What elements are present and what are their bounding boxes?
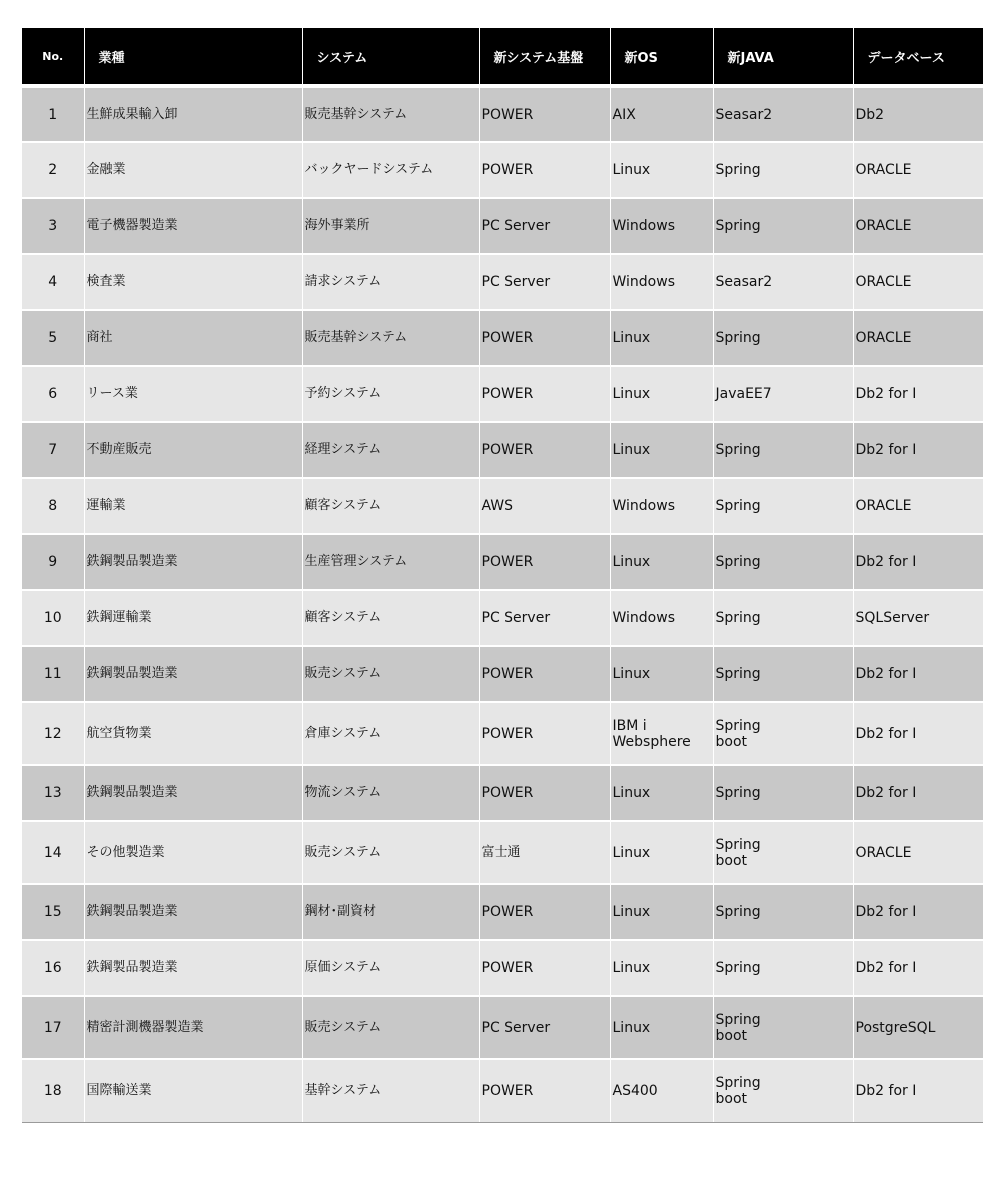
table-bottom-rule <box>22 1122 983 1123</box>
cell-database: Db2 for I <box>853 702 983 765</box>
cell-system: 販売システム <box>302 821 479 884</box>
cell-new-java: Spring <box>713 310 853 366</box>
cell-system: 顧客システム <box>302 478 479 534</box>
cell-new-platform: PC Server <box>479 996 610 1059</box>
cell-new-java: Seasar2 <box>713 254 853 310</box>
cell-new-platform: POWER <box>479 142 610 198</box>
cell-no: 16 <box>22 940 84 996</box>
cell-industry: 金融業 <box>84 142 302 198</box>
cell-no: 13 <box>22 765 84 821</box>
table-header <box>22 28 983 86</box>
cell-new-java: Spring <box>713 478 853 534</box>
cell-new-platform: POWER <box>479 702 610 765</box>
cell-new-java: Spring <box>713 940 853 996</box>
cell-system: バックヤードシステム <box>302 142 479 198</box>
cell-system: 海外事業所 <box>302 198 479 254</box>
cell-industry: 鉄鋼製品製造業 <box>84 646 302 702</box>
table-row <box>22 534 983 590</box>
cell-database: ORACLE <box>853 254 983 310</box>
cell-industry: 検査業 <box>84 254 302 310</box>
table-row <box>22 940 983 996</box>
cell-system: 生産管理システム <box>302 534 479 590</box>
cell-new-platform: POWER <box>479 534 610 590</box>
cell-new-platform: PC Server <box>479 590 610 646</box>
cell-system: 経理システム <box>302 422 479 478</box>
cell-new-java: Spring boot <box>713 996 853 1059</box>
cell-industry: 運輸業 <box>84 478 302 534</box>
cell-no: 11 <box>22 646 84 702</box>
cell-database: ORACLE <box>853 821 983 884</box>
cell-industry: 鉄鋼製品製造業 <box>84 765 302 821</box>
cell-system: 請求システム <box>302 254 479 310</box>
cell-new-os: Linux <box>610 422 713 478</box>
cell-new-os: Windows <box>610 198 713 254</box>
cell-no: 8 <box>22 478 84 534</box>
cell-database: Db2 for I <box>853 422 983 478</box>
cell-database: Db2 <box>853 86 983 142</box>
table-row <box>22 996 983 1059</box>
cell-new-platform: POWER <box>479 646 610 702</box>
cell-database: ORACLE <box>853 478 983 534</box>
cell-new-java: Spring <box>713 534 853 590</box>
table-row <box>22 86 983 142</box>
table-row <box>22 478 983 534</box>
table-row <box>22 254 983 310</box>
cell-new-os: Linux <box>610 765 713 821</box>
cell-new-java: Spring <box>713 884 853 940</box>
cell-new-os: Linux <box>610 884 713 940</box>
cell-no: 7 <box>22 422 84 478</box>
cell-no: 2 <box>22 142 84 198</box>
cell-new-platform: PC Server <box>479 198 610 254</box>
cell-system: 原価システム <box>302 940 479 996</box>
cell-new-platform: POWER <box>479 366 610 422</box>
cell-new-java: Spring <box>713 646 853 702</box>
cell-system: 販売基幹システム <box>302 310 479 366</box>
cell-new-java: Spring boot <box>713 702 853 765</box>
cell-industry: その他製造業 <box>84 821 302 884</box>
cell-database: SQLServer <box>853 590 983 646</box>
cell-industry: 不動産販売 <box>84 422 302 478</box>
table-row <box>22 142 983 198</box>
cell-new-os: AIX <box>610 86 713 142</box>
cell-new-java: Spring <box>713 590 853 646</box>
cell-new-os: IBM i Websphere <box>610 702 713 765</box>
cell-new-java: Spring <box>713 765 853 821</box>
cell-industry: 鉄鋼製品製造業 <box>84 884 302 940</box>
table-row <box>22 1059 983 1122</box>
cell-new-platform: AWS <box>479 478 610 534</box>
cell-system: 倉庫システム <box>302 702 479 765</box>
cell-database: Db2 for I <box>853 765 983 821</box>
cases-table-container <box>22 28 983 1122</box>
cell-new-os: Linux <box>610 940 713 996</box>
cell-industry: リース業 <box>84 366 302 422</box>
cell-new-platform: POWER <box>479 86 610 142</box>
cell-database: Db2 for I <box>853 366 983 422</box>
table-body <box>22 86 983 1122</box>
cell-database: Db2 for I <box>853 1059 983 1122</box>
cell-new-os: Linux <box>610 310 713 366</box>
cell-no: 18 <box>22 1059 84 1122</box>
cell-no: 1 <box>22 86 84 142</box>
table-row <box>22 821 983 884</box>
cell-no: 14 <box>22 821 84 884</box>
cell-database: Db2 for I <box>853 534 983 590</box>
cell-new-java: Spring <box>713 198 853 254</box>
cell-new-java: Spring <box>713 422 853 478</box>
cell-no: 4 <box>22 254 84 310</box>
cell-new-platform: POWER <box>479 1059 610 1122</box>
cell-database: ORACLE <box>853 198 983 254</box>
migration-cases-table <box>22 28 983 1122</box>
header-system: システム <box>302 28 479 86</box>
cell-no: 5 <box>22 310 84 366</box>
cell-database: Db2 for I <box>853 646 983 702</box>
cell-no: 15 <box>22 884 84 940</box>
cell-new-os: Linux <box>610 996 713 1059</box>
cell-new-java: JavaEE7 <box>713 366 853 422</box>
cell-system: 鋼材･副資材 <box>302 884 479 940</box>
cell-new-platform: POWER <box>479 422 610 478</box>
cell-new-os: Linux <box>610 142 713 198</box>
cell-industry: 鉄鋼製品製造業 <box>84 940 302 996</box>
header-row <box>22 28 983 86</box>
cell-system: 販売システム <box>302 646 479 702</box>
cell-database: Db2 for I <box>853 884 983 940</box>
cell-database: ORACLE <box>853 310 983 366</box>
cell-no: 12 <box>22 702 84 765</box>
cell-database: Db2 for I <box>853 940 983 996</box>
cell-system: 基幹システム <box>302 1059 479 1122</box>
cell-industry: 国際輸送業 <box>84 1059 302 1122</box>
table-row <box>22 422 983 478</box>
cell-new-os: Windows <box>610 478 713 534</box>
cell-no: 6 <box>22 366 84 422</box>
header-industry: 業種 <box>84 28 302 86</box>
cell-system: 顧客システム <box>302 590 479 646</box>
cell-industry: 鉄鋼運輸業 <box>84 590 302 646</box>
cell-no: 3 <box>22 198 84 254</box>
header-database: データベース <box>853 28 983 86</box>
cell-new-platform: 富士通 <box>479 821 610 884</box>
cell-new-platform: POWER <box>479 884 610 940</box>
cell-no: 10 <box>22 590 84 646</box>
cell-database: PostgreSQL <box>853 996 983 1059</box>
table-row <box>22 366 983 422</box>
cell-new-java: Spring boot <box>713 821 853 884</box>
cell-system: 販売基幹システム <box>302 86 479 142</box>
cell-new-os: Linux <box>610 821 713 884</box>
cell-industry: 商社 <box>84 310 302 366</box>
table-row <box>22 198 983 254</box>
header-new-java: 新JAVA <box>713 28 853 86</box>
table-row <box>22 310 983 366</box>
cell-new-os: Linux <box>610 366 713 422</box>
cell-new-os: Linux <box>610 534 713 590</box>
cell-industry: 生鮮成果輸入卸 <box>84 86 302 142</box>
header-new-os: 新OS <box>610 28 713 86</box>
cell-new-java: Spring boot <box>713 1059 853 1122</box>
cell-new-platform: POWER <box>479 310 610 366</box>
cell-new-os: AS400 <box>610 1059 713 1122</box>
cell-database: ORACLE <box>853 142 983 198</box>
table-row <box>22 590 983 646</box>
cell-new-os: Windows <box>610 590 713 646</box>
cell-industry: 電子機器製造業 <box>84 198 302 254</box>
header-no: No. <box>22 28 84 86</box>
cell-industry: 航空貨物業 <box>84 702 302 765</box>
cell-new-java: Spring <box>713 142 853 198</box>
table-row <box>22 646 983 702</box>
cell-new-os: Windows <box>610 254 713 310</box>
cell-new-platform: POWER <box>479 940 610 996</box>
cell-industry: 鉄鋼製品製造業 <box>84 534 302 590</box>
cell-new-platform: PC Server <box>479 254 610 310</box>
cell-new-java: Seasar2 <box>713 86 853 142</box>
cell-new-platform: POWER <box>479 765 610 821</box>
cell-new-os: Linux <box>610 646 713 702</box>
cell-industry: 精密計測機器製造業 <box>84 996 302 1059</box>
cell-system: 物流システム <box>302 765 479 821</box>
table-row <box>22 702 983 765</box>
cell-system: 予約システム <box>302 366 479 422</box>
table-row <box>22 884 983 940</box>
cell-no: 9 <box>22 534 84 590</box>
header-new-platform: 新システム基盤 <box>479 28 610 86</box>
table-row <box>22 765 983 821</box>
cell-no: 17 <box>22 996 84 1059</box>
cell-system: 販売システム <box>302 996 479 1059</box>
